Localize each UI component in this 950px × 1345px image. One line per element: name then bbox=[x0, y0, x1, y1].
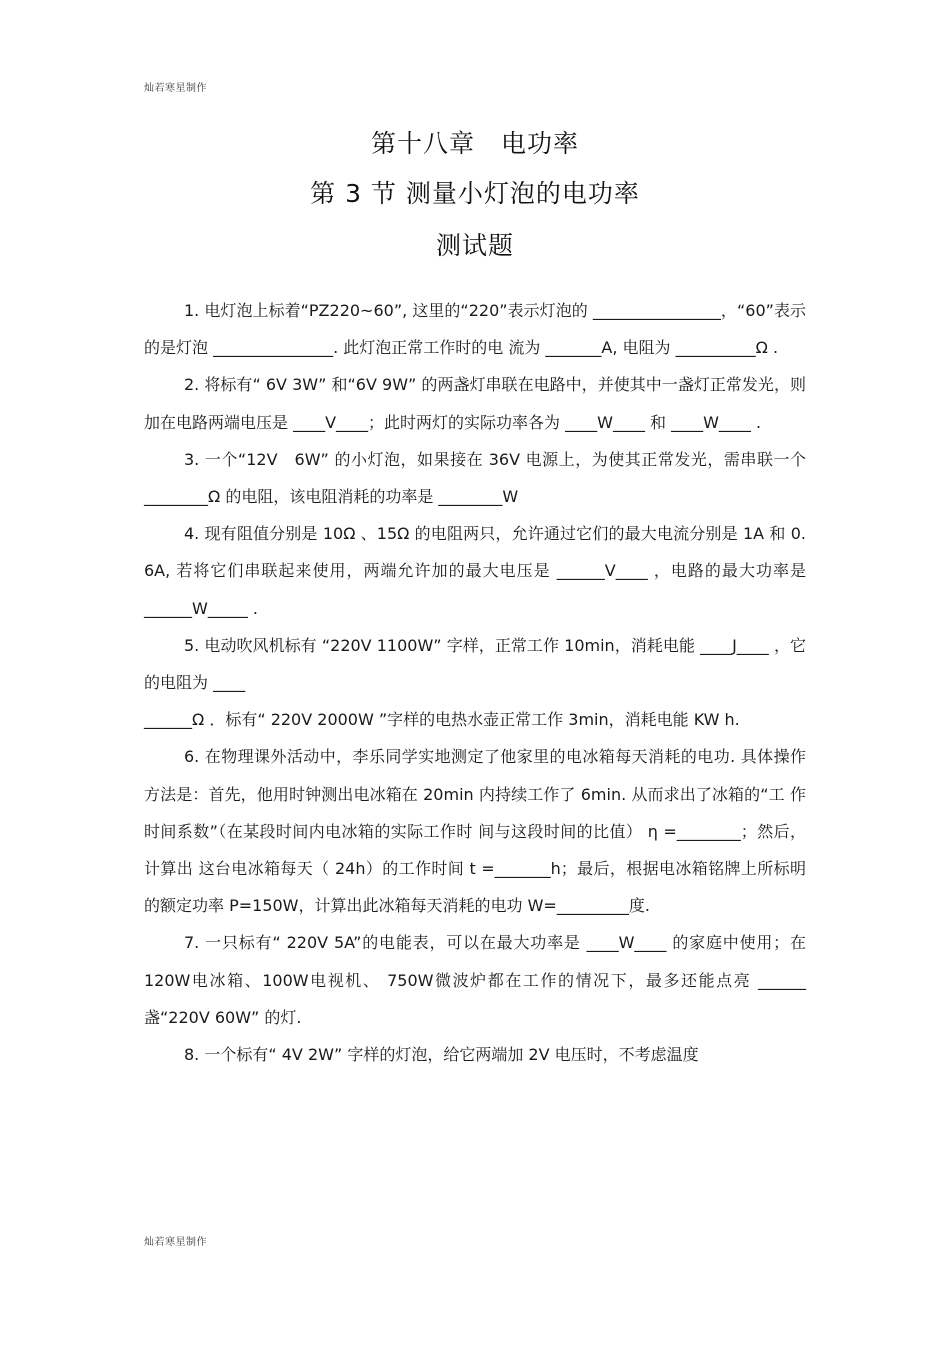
question-3: 3. 一个“12V 6W” 的小灯泡，如果接在 36V 电源上，为使其正常发光，需串联一个 ________Ω 的电阻，该电阻消耗的功率是 ________W bbox=[144, 449, 806, 507]
question-1: 1. 电灯泡上标着“PZ220~60”, 这里的“220”表示灯泡的 ________________，“60”表示 的是灯泡 _______________. 此灯泡正常工作时的电 流为 _______A, 电阻为 __________Ω . bbox=[144, 301, 806, 358]
watermark-bottom: 灿若寒星制作 bbox=[144, 1237, 207, 1248]
question-2: 2. 将标有“ 6V 3W” 和“6V 9W” 的两盏灯串联在电路中，并使其中一盏灯正常发光，则加在电路两端电压是 ____V____；此时两灯的实际功率各为 ____W____ 和 ____W____ . bbox=[144, 375, 806, 432]
question-list bbox=[144, 292, 806, 1073]
watermark-top: 灿若寒星制作 bbox=[144, 83, 207, 94]
question-5: 5. 电动吹风机标有 “220V 1100W” 字样，正常工作 10min，消耗电能 ____J____ ，它的电阻为 ____ bbox=[144, 635, 806, 693]
test-title: 测试题 bbox=[435, 231, 514, 260]
section-title: 第 3 节 测量小灯泡的电功率 bbox=[310, 179, 640, 208]
question-6: 6. 在物理课外活动中，李乐同学实地测定了他家里的电冰箱每天消耗的电功. 具体操作方法是：首先，他用时钟测出电冰箱在 20min 内持续工作了 6min. 从而求出了冰箱的“工 作时间系数”（在某段时间内电冰箱的实际工作时 间与这段时间的比值） η =________；然后，计算出 这台电冰箱每天（ 24h）的工作时间 t =_______h；最后，根据电冰箱铭牌上所标明的额定功率 P=150W，计算出此冰箱每天消耗的电功 W=_________度. bbox=[144, 747, 806, 916]
question-7: 7. 一只标有“ 220V 5A”的电能表，可以在最大功率是 ____W____ 的家庭中使用；在 120W电冰箱、100W电视机、 750W微波炉都在工作的情况下，最多还能点亮 ______ 盏“220V 60W” 的灯. bbox=[144, 933, 806, 1027]
question-8: 8. 一个标有“ 4V 2W” 字样的灯泡，给它两端加 2V 电压时，不考虑温度 bbox=[184, 1045, 699, 1065]
question-5-continued: ______Ω ．标有“ 220V 2000W ”字样的电热水壶正常工作 3min，消耗电能 KW h. bbox=[144, 710, 740, 730]
chapter-title: 第十八章 电功率 bbox=[370, 129, 579, 158]
question-4: 4. 现有阻值分别是 10Ω 、15Ω 的电阻两只，允许通过它们的最大电流分别是 1A 和 0. 6A, 若将它们串联起来使用，两端允许加的最大电压是 ______V____ ，电路的最大功率是 ______W_____ . bbox=[144, 524, 806, 618]
